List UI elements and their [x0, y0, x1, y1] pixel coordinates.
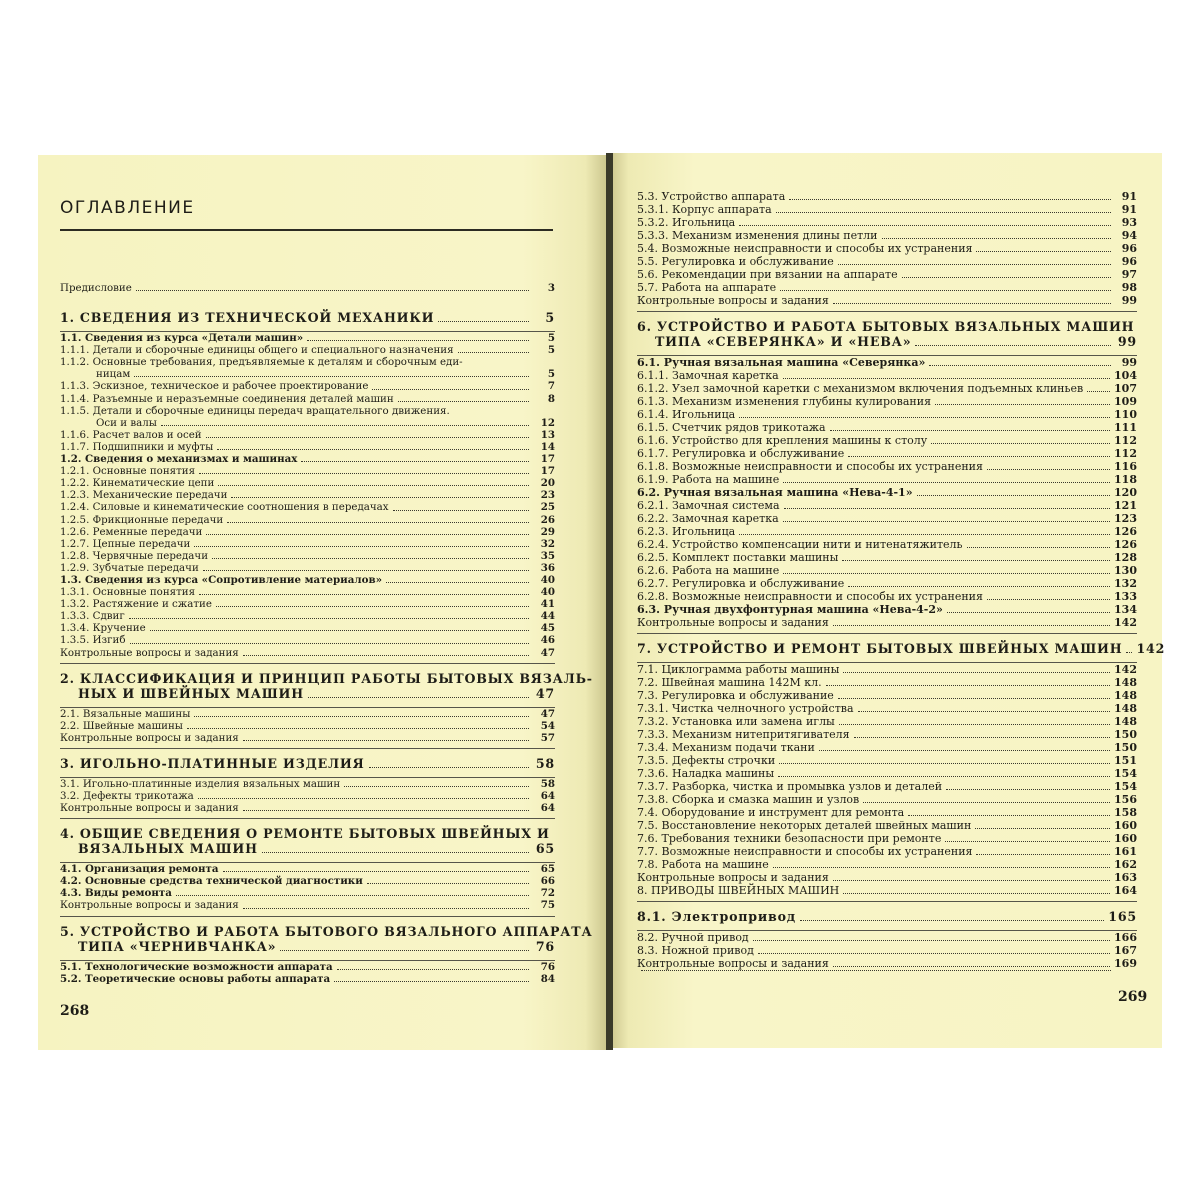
- toc-entry: 1.3.5. Изгиб 46: [60, 634, 555, 647]
- toc-entry: 5.3.3. Механизм изменения длины петли 94: [637, 229, 1137, 242]
- toc-entry: 5.3.2. Игольница 93: [637, 216, 1137, 229]
- toc-entry: Контрольные вопросы и задания 142: [637, 616, 1137, 629]
- toc-entry: 4.2. Основные средства технической диагностики 66: [60, 875, 555, 888]
- toc-entry: 7.2. Швейная машина 142М кл. 148: [637, 676, 1137, 689]
- toc-entry: 8.3. Ножной привод 167: [637, 944, 1137, 957]
- toc-entry: 6.2.5. Комплект поставки машины 128: [637, 551, 1137, 564]
- toc-entry: 6.1. Ручная вязальная машина «Северянка» 99: [637, 356, 1137, 369]
- toc-entry: 6.1.3. Механизм изменения глубины кулирования 109: [637, 395, 1137, 408]
- toc-chapter: 6. УСТРОЙСТВО И РАБОТА БЫТОВЫХ ВЯЗАЛЬНЫХ МАШИН: [637, 319, 1135, 334]
- title-rule: [60, 229, 553, 231]
- toc-entry: 6.2.4. Устройство компенсации нити и нитенатяжитель 126: [637, 538, 1137, 551]
- toc-entry: 1.1.3. Эскизное, техническое и рабочее проектирование 7: [60, 380, 555, 393]
- toc-entry: 7.3. Регулировка и обслуживание 148: [637, 689, 1137, 702]
- toc-entry: 5.6. Рекомендации при вязании на аппарате 97: [637, 268, 1137, 281]
- toc-entry: 1.3.3. Сдвиг 44: [60, 610, 555, 623]
- toc-entry: 6.1.9. Работа на машине 118: [637, 473, 1137, 486]
- toc-entry: 6.2.2. Замочная каретка 123: [637, 512, 1137, 525]
- toc-entry: 3.2. Дефекты трикотажа 64: [60, 790, 555, 802]
- toc-entry-cont: Оси и валы 12: [96, 416, 555, 429]
- toc-entry: 7.3.4. Механизм подачи ткани 150: [637, 741, 1137, 754]
- toc-entry: 6.2.3. Игольница 126: [637, 525, 1137, 538]
- toc-chapter: 8.1. Электропривод 165: [637, 909, 1137, 924]
- toc-entry: 1.2.2. Кинематические цепи 20: [60, 477, 555, 490]
- book-spine: [606, 153, 613, 1050]
- toc-entry: 6.2. Ручная вязальная машина «Нева-4-1» 120: [637, 486, 1137, 499]
- toc-entry: 1.3.1. Основные понятия 40: [60, 586, 555, 599]
- toc-entry: 6.1.4. Игольница 110: [637, 408, 1137, 421]
- toc-entry: 7.3.6. Наладка машины 154: [637, 767, 1137, 780]
- toc-chapter-cont: ТИПА «ЧЕРНИВЧАНКА» 76: [78, 938, 555, 954]
- toc-entry: 5.7. Работа на аппарате 98: [637, 281, 1137, 294]
- toc-entry: 4.3. Виды ремонта 72: [60, 887, 555, 900]
- toc-chapter-cont: НЫХ И ШВЕЙНЫХ МАШИН 47: [78, 685, 555, 701]
- toc-entry: 2.1. Вязальные машины 47: [60, 707, 555, 720]
- toc-entry: 1.1.6. Расчет валов и осей 13: [60, 428, 555, 441]
- toc-entry: 7.3.3. Механизм нитепритягивателя 150: [637, 728, 1137, 741]
- toc-entry: 5.5. Регулировка и обслуживание 96: [637, 255, 1137, 268]
- toc-left-list: [60, 282, 593, 985]
- toc-entry: 1.3.4. Кручение 45: [60, 622, 555, 635]
- toc-entry: Предисловие 3: [60, 282, 555, 294]
- toc-entry: 7.7. Возможные неисправности и способы их устранения 161: [637, 845, 1137, 858]
- toc-entry: 1.2.3. Механические передачи 23: [60, 489, 555, 502]
- toc-entry: 6.3. Ручная двухфонтурная машина «Нева-4-2» 134: [637, 603, 1137, 616]
- toc-entry: 8. ПРИВОДЫ ШВЕЙНЫХ МАШИН 164: [637, 884, 1137, 897]
- toc-chapter: 7. УСТРОЙСТВО И РЕМОНТ БЫТОВЫХ ШВЕЙНЫХ МАШИН 142: [637, 641, 1166, 656]
- toc-entry: Контрольные вопросы и задания 47: [60, 646, 555, 659]
- toc-entry: 1.1. Сведения из курса «Детали машин» 5: [60, 332, 555, 345]
- toc-entry: 7.3.5. Дефекты строчки 151: [637, 754, 1137, 767]
- toc-entry: 6.2.1. Замочная система 121: [637, 499, 1137, 512]
- toc-chapter: 1. СВЕДЕНИЯ ИЗ ТЕХНИЧЕСКОЙ МЕХАНИКИ 5: [60, 310, 555, 326]
- toc-entry: 1.2.4. Силовые и кинематические соотношения в передачах 25: [60, 501, 555, 514]
- toc-entry: 7.3.8. Сборка и смазка машин и узлов 156: [637, 793, 1137, 806]
- toc-entry: 6.1.5. Счетчик рядов трикотажа 111: [637, 421, 1137, 434]
- toc-entry: 6.2.7. Регулировка и обслуживание 132: [637, 577, 1137, 590]
- toc-entry: Контрольные вопросы и задания 64: [60, 802, 555, 815]
- toc-entry: 6.1.8. Возможные неисправности и способы их устранения 116: [637, 460, 1137, 473]
- toc-entry: 1.2.5. Фрикционные передачи 26: [60, 513, 555, 526]
- toc-entry: 1.3. Сведения из курса «Сопротивление материалов» 40: [60, 573, 555, 586]
- toc-entry: 1.2.7. Цепные передачи 32: [60, 537, 555, 550]
- toc-entry: 7.4. Оборудование и инструмент для ремонта 158: [637, 806, 1137, 819]
- toc-entry: Контрольные вопросы и задания 163: [637, 871, 1137, 884]
- toc-entry: 7.3.7. Разборка, чистка и промывка узлов и деталей 154: [637, 780, 1137, 793]
- toc-entry: 6.1.1. Замочная каретка 104: [637, 369, 1137, 382]
- toc-entry: 5.4. Возможные неисправности и способы их устранения 96: [637, 242, 1137, 255]
- toc-entry: 1.2.9. Зубчатые передачи 36: [60, 561, 555, 574]
- toc-entry: 7.8. Работа на машине 162: [637, 858, 1137, 871]
- toc-chapter: 2. КЛАССИФИКАЦИЯ И ПРИНЦИП РАБОТЫ БЫТОВЫХ ВЯЗАЛЬ-: [60, 670, 593, 686]
- toc-chapter: 3. ИГОЛЬНО-ПЛАТИННЫЕ ИЗДЕЛИЯ 58: [60, 755, 555, 771]
- toc-entry: 1.1.7. Подшипники и муфты 14: [60, 440, 555, 453]
- toc-chapter: 5. УСТРОЙСТВО И РАБОТА БЫТОВОГО ВЯЗАЛЬНОГО АППАРАТА: [60, 923, 593, 939]
- toc-entry: 2.2. Швейные машины 54: [60, 719, 555, 732]
- toc-entry: Контрольные вопросы и задания 169: [637, 957, 1137, 970]
- toc-entry: 1.1.5. Детали и сборочные единицы передач вращательного движения.: [60, 404, 450, 417]
- toc-entry: 5.3.1. Корпус аппарата 91: [637, 203, 1137, 216]
- toc-entry: 6.2.8. Возможные неисправности и способы их устранения 133: [637, 590, 1137, 603]
- toc-entry: Контрольные вопросы и задания 75: [60, 899, 555, 912]
- toc-right-list: [637, 190, 1166, 974]
- toc-entry: 6.2.6. Работа на машине 130: [637, 564, 1137, 577]
- toc-entry: 1.2.1. Основные понятия 17: [60, 465, 555, 478]
- toc-entry: 7.5. Восстановление некоторых деталей швейных машин 160: [637, 819, 1137, 832]
- toc-entry: 7.3.1. Чистка челночного устройства 148: [637, 702, 1137, 715]
- toc-entry: 5.3. Устройство аппарата 91: [637, 190, 1137, 203]
- toc-entry: 5.1. Технологические возможности аппарата 76: [60, 960, 555, 973]
- toc-title: ОГЛАВЛЕНИЕ: [60, 198, 195, 218]
- toc-entry: 1.1.1. Детали и сборочные единицы общего и специального назначения 5: [60, 344, 555, 357]
- toc-chapter-cont: ВЯЗАЛЬНЫХ МАШИН 65: [78, 841, 555, 857]
- page-number-right: 269: [1118, 989, 1148, 1005]
- toc-entry: 3.1. Игольно-платинные изделия вязальных машин 58: [60, 777, 555, 790]
- toc-entry: 7.6. Требования техники безопасности при ремонте 160: [637, 832, 1137, 845]
- toc-entry: 8.2. Ручной привод 166: [637, 931, 1137, 944]
- toc-entry: 1.2.6. Ременные передачи 29: [60, 525, 555, 538]
- toc-entry-cont: ницам 5: [96, 368, 555, 381]
- toc-entry: 4.1. Организация ремонта 65: [60, 863, 555, 876]
- toc-entry: 6.1.2. Узел замочной каретки с механизмом включения подъемных клиньев 107: [637, 382, 1137, 395]
- toc-entry: 1.2.8. Червячные передачи 35: [60, 549, 555, 562]
- toc-chapter-cont: ТИПА «СЕВЕРЯНКА» И «НЕВА» 99: [655, 334, 1137, 349]
- toc-entry: 6.1.7. Регулировка и обслуживание 112: [637, 447, 1137, 460]
- toc-entry: 1.1.4. Разъемные и неразъемные соединения деталей машин 8: [60, 392, 555, 405]
- toc-entry: [637, 970, 1137, 974]
- toc-chapter: 4. ОБЩИЕ СВЕДЕНИЯ О РЕМОНТЕ БЫТОВЫХ ШВЕЙНЫХ И: [60, 826, 550, 842]
- toc-entry: 1.1.2. Основные требования, предъявляемые к деталям и сборочным еди-: [60, 356, 463, 369]
- toc-entry: 1.2. Сведения о механизмах и машинах 17: [60, 453, 555, 466]
- page-number-left: 268: [60, 1003, 90, 1019]
- toc-entry: Контрольные вопросы и задания 57: [60, 731, 555, 744]
- toc-entry: Контрольные вопросы и задания 99: [637, 294, 1137, 307]
- toc-entry: 5.2. Теоретические основы работы аппарата 84: [60, 972, 555, 985]
- toc-entry: 6.1.6. Устройство для крепления машины к столу 112: [637, 434, 1137, 447]
- toc-entry: 1.3.2. Растяжение и сжатие 41: [60, 598, 555, 611]
- toc-entry: 7.1. Циклограмма работы машины 142: [637, 663, 1137, 676]
- toc-entry: 7.3.2. Установка или замена иглы 148: [637, 715, 1137, 728]
